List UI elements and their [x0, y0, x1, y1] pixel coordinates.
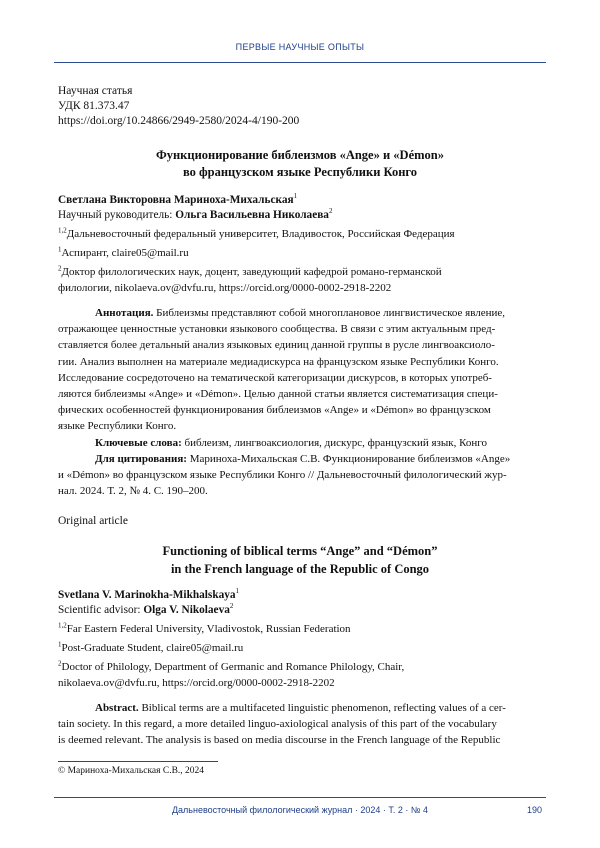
advisor-sup-ru: 2: [328, 207, 333, 216]
abstract-ru-text: ставляется более детальный анализ языковых единиц данной группы в русле лингвоаксиоло-: [58, 339, 495, 352]
page-number: 190: [526, 805, 542, 815]
affiliations-en: [58, 621, 542, 691]
affiliation-author-en: Post-Graduate Student, claire05@mail.ru: [61, 642, 244, 654]
advisor-sup-en: 2: [229, 602, 234, 611]
abstract-ru-text: языке Республики Конго.: [58, 420, 177, 433]
advisor-label-en: Scientific advisor:: [58, 604, 144, 616]
copyright-footnote: © Мариноха-Михальская С.В., 2024: [58, 766, 205, 776]
title-en-line2: in the French language of the Republic of Congo: [170, 562, 430, 576]
aff-sup: 2: [58, 659, 62, 668]
author-name-ru: Светлана Викторовна Мариноха-Михальская: [58, 194, 294, 206]
title-en-line1: Functioning of biblical terms “Ange” and “Démon”: [162, 544, 438, 558]
article-title-en: [58, 542, 542, 578]
aff-sup: 1,2: [58, 621, 67, 630]
article-type-en: Original article: [58, 515, 128, 527]
authors-ru: [58, 193, 542, 223]
journal-footer: Дальневосточный филологический журнал · 2024 · Т. 2 · № 4: [171, 805, 429, 815]
running-header: ПЕРВЫЕ НАУЧНЫЕ ОПЫТЫ: [235, 42, 365, 52]
abstract-en-text: Biblical terms are a multifaceted linguistic phenomenon, reflecting values of a cer-: [138, 702, 506, 714]
aff-sup: 1,2: [58, 226, 67, 235]
affiliation-university-ru: Дальневосточный федеральный университет, Владивосток, Российская Федерация: [66, 228, 455, 240]
affiliation-advisor-ru-line1: Доктор филологических наук, доцент, заведующий кафедрой романо-германской: [61, 266, 442, 278]
affiliation-advisor-ru-line2: филологии, nikolaeva.ov@dvfu.ru, https://orcid.org/0000-0002-2918-2202: [58, 282, 392, 294]
abstract-label-en: Abstract.: [95, 702, 139, 714]
doi-link[interactable]: https://doi.org/10.24866/2949-2580/2024-4/190-200: [58, 115, 300, 127]
article-meta-ru: [58, 84, 542, 129]
aff-sup: 2: [58, 264, 62, 273]
article-type-ru: Научная статья: [58, 85, 133, 97]
citation-ru: нал. 2024. Т. 2, № 4. С. 190–200.: [58, 485, 208, 498]
abstract-ru-text: отражающее ценностные установки языкового сообщества. В связи с этим актуальным пред-: [58, 323, 496, 336]
aff-sup: 1: [58, 640, 62, 649]
affiliations-ru: [58, 226, 542, 296]
abstract-ru: [58, 305, 542, 499]
advisor-name-en: Olga V. Nikolaeva: [143, 604, 230, 616]
advisor-label-ru: Научный руководитель:: [58, 209, 176, 221]
footnote-divider: [58, 761, 218, 762]
author-sup-en: 1: [235, 587, 240, 596]
abstract-label-ru: Аннотация.: [95, 307, 154, 319]
affiliation-advisor-en-line2: nikolaeva.ov@dvfu.ru, https://orcid.org/0000-0002-2918-2202: [58, 677, 335, 689]
udc-code: УДК 81.373.47: [58, 100, 130, 112]
title-ru-line1: Функционирование библеизмов «Ange» и «Démon»: [155, 148, 444, 162]
abstract-ru-text: Исследование сосредоточено на тематической категоризации дискурсов, в которых употреб-: [58, 371, 492, 384]
abstract-ru-text: фических особенностей функционирования библеизмов «Ange» и «Démon» во французском: [58, 404, 491, 417]
abstract-en-text: is deemed relevant. The analysis is based on media discourse in the French language of the Republic: [58, 734, 501, 747]
affiliation-university-en: Far Eastern Federal University, Vladivostok, Russian Federation: [66, 623, 351, 635]
header-divider: [54, 62, 546, 63]
aff-sup: 1: [58, 245, 62, 254]
advisor-name-ru: Ольга Васильевна Николаева: [175, 209, 329, 221]
keywords-ru: библеизм, лингвоаксиология, дискурс, французский язык, Конго: [181, 436, 488, 449]
affiliation-advisor-en-line1: Doctor of Philology, Department of Germanic and Romance Philology, Chair,: [61, 661, 405, 673]
authors-en: [58, 588, 542, 618]
author-sup-ru: 1: [293, 192, 298, 201]
author-name-en: Svetlana V. Marinokha-Mikhalskaya: [58, 589, 236, 601]
abstract-en: [58, 700, 542, 749]
article-title-ru: [58, 147, 542, 181]
abstract-ru-text: гии. Анализ выполнен на материале медиадискурса на французском языке Республики Конго.: [58, 355, 499, 368]
title-ru-line2: во французском языке Республики Конго: [182, 165, 418, 179]
cite-label-ru: Для цитирования:: [95, 452, 187, 465]
keywords-label-ru: Ключевые слова:: [95, 436, 182, 449]
abstract-en-text: tain society. In this regard, a more detailed linguo-axiological analysis of this part of the vocabulary: [58, 718, 497, 731]
abstract-ru-text: ляются библеизмы «Ange» и «Démon». Целью данной статьи является систематизация специ-: [58, 388, 498, 401]
abstract-ru-text: Библеизмы представляют собой многоплановое лингвистическое явление,: [153, 307, 506, 319]
footer-divider: [54, 797, 546, 798]
citation-ru: и «Démon» во французском языке Республики Конго // Дальневосточный филологический жур-: [58, 469, 507, 482]
citation-ru: Мариноха-Михальская С.В. Функционирование библеизмов «Ange»: [186, 452, 511, 465]
affiliation-author-ru: Аспирант, claire05@mail.ru: [61, 247, 189, 259]
